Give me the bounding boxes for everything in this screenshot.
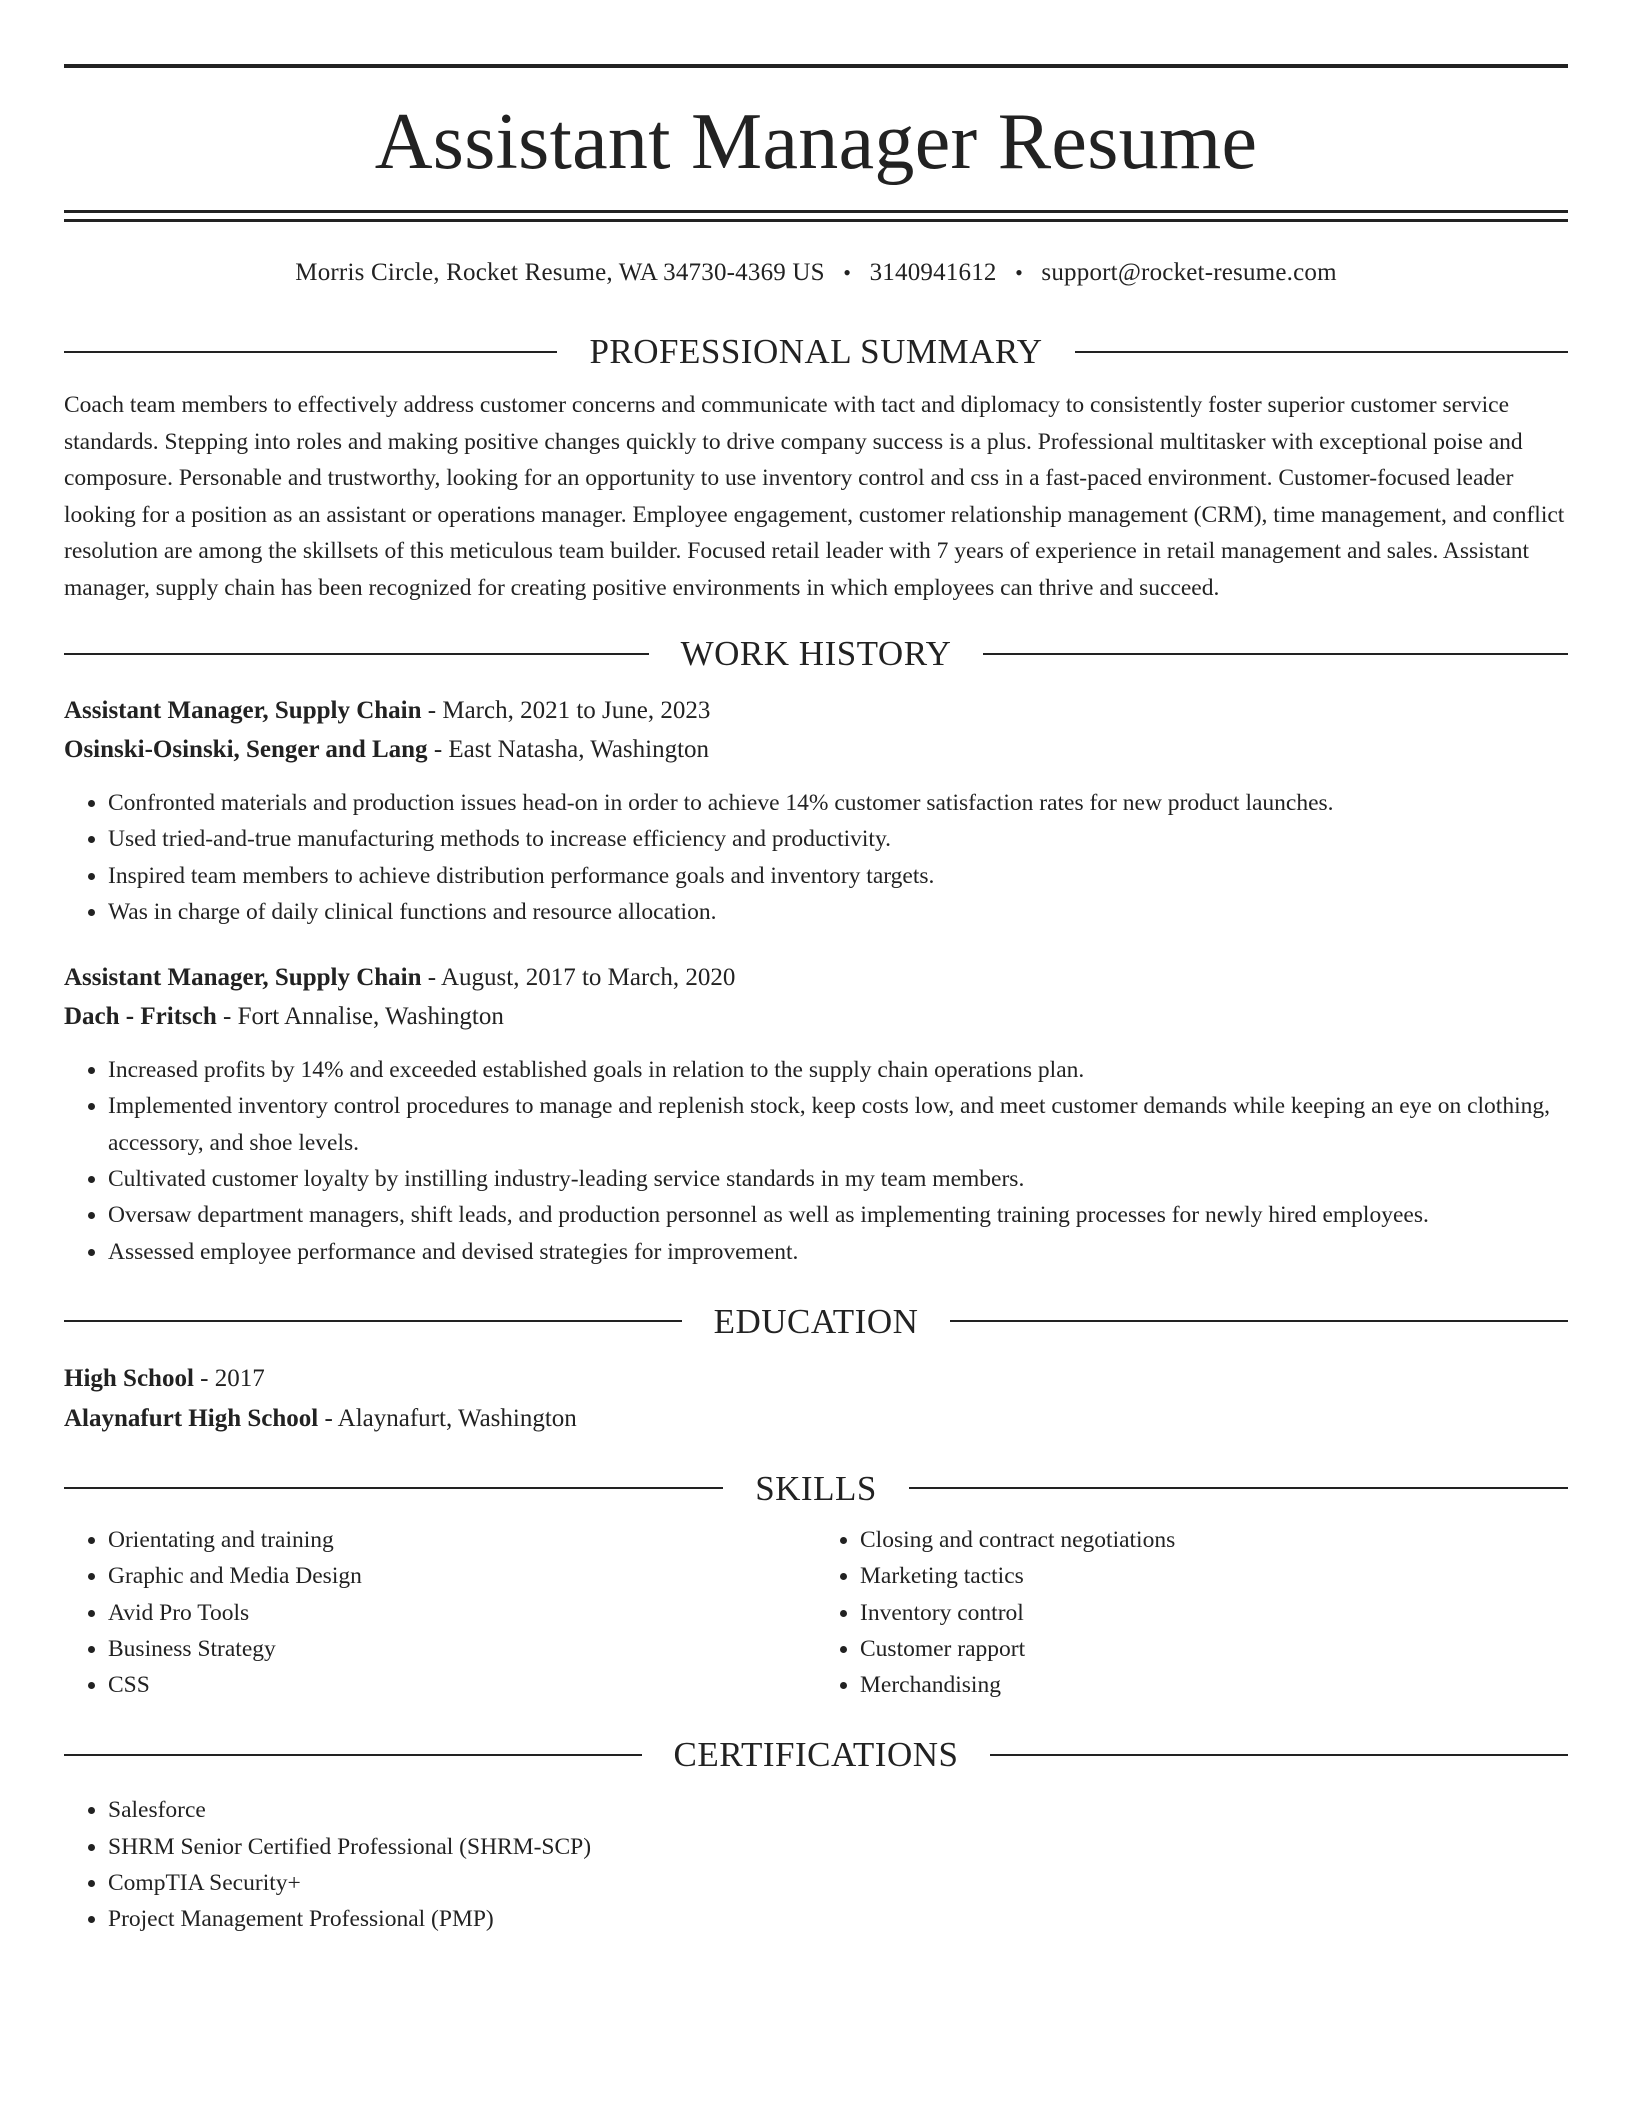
- section-heading-certifications: [64, 1735, 1568, 1775]
- list-item: • Assessed employee performance and devised strategies for improvement.: [108, 1234, 1568, 1270]
- list-item: • Salesforce: [108, 1792, 1568, 1828]
- contact-line: [64, 258, 1568, 288]
- education-year: - 2017: [193, 1364, 265, 1392]
- section-heading-summary: [64, 334, 1568, 369]
- heading-rule-left: [64, 653, 649, 655]
- summary-text: Coach team members to effectively address customer concerns and communicate with tact and diplomacy to consistently foster superior customer service standards. Stepping into roles and making positive changes quickly to drive company success is a plus. Professional multitasker with exceptional poise and composure. Personable and trustworthy, looking for an opportunity to use inventory control and css in a fast-paced environment. Customer-focused leader looking for a position as an assistant or operations manager. Employee engagement, customer relationship management (CRM), time management, and conflict resolution are among the skillsets of this meticulous team builder. Focused retail leader with 7 years of experience in retail management and sales. Assistant manager, supply chain has been recognized for creating positive environments in which employees can thrive and succeed.: [64, 392, 1565, 601]
- heading-rule-left: [64, 1320, 682, 1322]
- list-item: • CSS: [108, 1667, 816, 1703]
- heading-rule-left: [64, 1487, 723, 1489]
- education-school: Alaynafurt High School: [64, 1404, 319, 1432]
- heading-rule-right: [909, 1487, 1568, 1489]
- heading-rule-left: [64, 1754, 642, 1756]
- list-item: • Orientating and training: [108, 1522, 816, 1558]
- skills-list-right: [816, 1522, 1568, 1703]
- education-degree-line: [64, 1359, 1568, 1399]
- list-item: • Was in charge of daily clinical functions and resource allocation.: [108, 894, 1568, 930]
- section-title: WORK HISTORY: [680, 634, 952, 673]
- contact-phone: 3140941612: [869, 259, 997, 286]
- section-title: EDUCATION: [713, 1301, 919, 1341]
- job-company: Osinski-Osinski, Senger and Lang: [64, 736, 428, 763]
- job-company-line: [64, 997, 1568, 1036]
- header-top-rule: [64, 64, 1568, 68]
- heading-rule-left: [64, 351, 557, 353]
- contact-email: support@rocket-resume.com: [1041, 259, 1337, 286]
- list-item: • Cultivated customer loyalty by instilling industry-leading service standards in my team members.: [108, 1161, 1568, 1197]
- list-item: • SHRM Senior Certified Professional (SHRM-SCP): [108, 1829, 1568, 1865]
- contact-separator: •: [1015, 260, 1023, 285]
- section-heading-skills: [64, 1468, 1568, 1508]
- job-title-line: [64, 958, 1568, 997]
- job-title-line: [64, 691, 1568, 730]
- list-item: • Business Strategy: [108, 1631, 816, 1667]
- resume-title: Assistant Manager Resume: [374, 98, 1258, 186]
- list-item: • Confronted materials and production issues head-on in order to achieve 14% customer satisfaction rates for new product launches.: [108, 785, 1568, 821]
- list-item: • Merchandising: [860, 1667, 1568, 1703]
- education-school-line: [64, 1399, 1568, 1439]
- education-location: - Alaynafurt, Washington: [318, 1404, 577, 1432]
- list-item: • Customer rapport: [860, 1631, 1568, 1667]
- job-title: Assistant Manager, Supply Chain: [64, 964, 422, 992]
- job-dates: - March, 2021 to June, 2023: [421, 697, 711, 724]
- education-degree: High School: [64, 1364, 194, 1392]
- list-item: • Marketing tactics: [860, 1558, 1568, 1594]
- heading-rule-right: [983, 653, 1568, 655]
- section-title: CERTIFICATIONS: [673, 1735, 959, 1775]
- list-item: • Increased profits by 14% and exceeded established goals in relation to the supply chain operations plan.: [108, 1052, 1568, 1088]
- contact-address: Morris Circle, Rocket Resume, WA 34730-4369 US: [295, 259, 825, 286]
- list-item: • Graphic and Media Design: [108, 1558, 816, 1594]
- heading-rule-right: [990, 1754, 1568, 1756]
- job-bullets: [64, 785, 1568, 930]
- list-item: • Inspired team members to achieve distribution performance goals and inventory targets.: [108, 858, 1568, 894]
- section-heading-education: [64, 1301, 1568, 1341]
- header-double-rule: [64, 210, 1568, 222]
- job-location: - East Natasha, Washington: [427, 736, 710, 763]
- list-item: • Inventory control: [860, 1595, 1568, 1631]
- job-company: Dach - Fritsch: [64, 1003, 217, 1031]
- certifications-list: [64, 1792, 1568, 1937]
- section-title: SKILLS: [755, 1468, 877, 1508]
- skills-columns: [64, 1522, 1568, 1703]
- job-company-line: [64, 730, 1568, 769]
- contact-separator: •: [843, 260, 852, 285]
- list-item: • Avid Pro Tools: [108, 1595, 816, 1631]
- list-item: • CompTIA Security+: [108, 1865, 1568, 1901]
- list-item: • Used tried-and-true manufacturing methods to increase efficiency and productivity.: [108, 821, 1568, 857]
- education-entry: [64, 1359, 1568, 1439]
- section-heading-work-history: [64, 636, 1568, 671]
- list-item: • Project Management Professional (PMP): [108, 1901, 1568, 1937]
- heading-rule-right: [950, 1320, 1568, 1322]
- heading-rule-right: [1075, 351, 1568, 353]
- job-title: Assistant Manager, Supply Chain: [64, 697, 422, 724]
- job-location: - Fort Annalise, Washington: [216, 1003, 504, 1031]
- list-item: • Oversaw department managers, shift leads, and production personnel as well as implementing training processes for newly hired employees.: [108, 1197, 1568, 1233]
- certifications-block: [64, 1792, 1568, 1937]
- job-entry: [64, 958, 1568, 1270]
- list-item: • Implemented inventory control procedures to manage and replenish stock, keep costs low, and meet customer demands while keeping an eye on clothing, accessory, and shoe levels.: [108, 1088, 1568, 1161]
- job-bullets: [64, 1052, 1568, 1270]
- skills-list-left: [64, 1522, 816, 1703]
- job-entry: [64, 691, 1568, 930]
- list-item: • Closing and contract negotiations: [860, 1522, 1568, 1558]
- job-dates: - August, 2017 to March, 2020: [421, 964, 736, 992]
- section-title: PROFESSIONAL SUMMARY: [589, 332, 1043, 371]
